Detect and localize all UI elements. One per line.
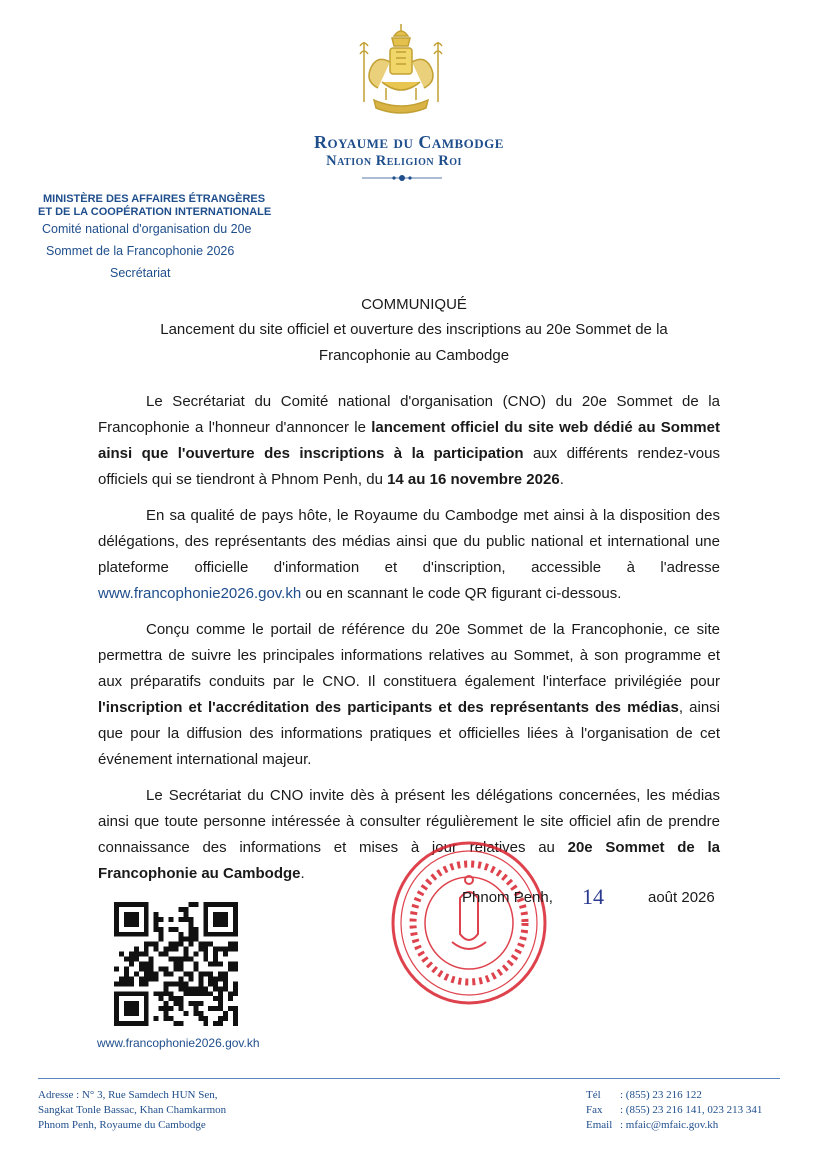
committee-name-line2: Sommet de la Francophonie 2026	[46, 244, 235, 258]
para2-end: ou en scannant le code QR figurant ci-dessous.	[301, 585, 622, 602]
email-label: Email	[586, 1119, 613, 1131]
para1-bold: lancement officiel du site web dédié au Sommet ainsi que l'ouverture des inscriptions à la participation	[98, 419, 720, 462]
subject-line2: Francophonie au Cambodge	[318, 347, 510, 364]
email-value[interactable]: : mfaic@mfaic.gov.kh	[620, 1119, 719, 1131]
para4-end: .	[300, 865, 305, 882]
para1-dates: 14 au 16 novembre 2026	[387, 471, 560, 488]
document-title: COMMUNIQUÉ	[361, 296, 467, 313]
footer-divider	[38, 1078, 780, 1079]
ornament-divider-icon	[362, 173, 442, 183]
contact-tel	[586, 1088, 762, 1103]
qr-url-caption: www.francophonie2026.gov.kh	[97, 1036, 260, 1050]
ministry-name-line2: ET DE LA COOPÉRATION INTERNATIONALE	[38, 206, 272, 218]
contact-fax	[586, 1103, 762, 1118]
official-seal-icon	[388, 838, 550, 1008]
kingdom-motto: Nation Religion Roi	[326, 153, 462, 169]
para3-text: Conçu comme le portail de référence du 20e Sommet de la Francophonie, ce site permettra de suivre les principales informations relatives au Sommet, à son programme et aux préparatifs conduits par le CNO. Il constituera également l'interface privilégiée pour	[98, 621, 720, 690]
address-line1: Adresse : N° 3, Rue Samdech HUN Sen,	[38, 1089, 218, 1101]
tel-label: Tél	[586, 1089, 601, 1101]
address-line2: Sangkat Tonle Bassac, Khan Chamkarmon	[38, 1104, 227, 1116]
footer-address	[38, 1088, 226, 1133]
place-label: Phnom Penh,	[462, 889, 553, 906]
para3-end: , ainsi que pour la diffusion des informations pratiques et officielles liées à l'organisation de cet événement international majeur.	[98, 699, 720, 768]
date-month-year: août 2026	[648, 889, 715, 906]
kingdom-title: Royaume du Cambodge	[314, 132, 504, 152]
para3-bold: l'inscription et l'accréditation des participants et des représentants des médias	[98, 699, 679, 716]
qr-modules	[114, 902, 238, 1026]
paragraph-1	[98, 389, 720, 493]
committee-secretariat: Secrétariat	[110, 266, 171, 280]
qr-code-icon	[114, 902, 238, 1026]
ministry-name-line1: MINISTÈRE DES AFFAIRES ÉTRANGÈRES	[43, 193, 266, 205]
para4-text: Le Secrétariat du CNO invite dès à présent les délégations concernées, les médias ainsi que toute personne intéressée à consulter régulièrement le site officiel afin de prendre connaissance des informations et mises à jour relatives au	[98, 787, 720, 856]
royal-arms-icon	[356, 22, 446, 122]
para1-text2: aux différents rendez-vous officiels qui se tiendront à Phnom Penh, du	[98, 445, 720, 488]
para4-bold: 20e Sommet de la Francophonie au Cambodge	[98, 839, 720, 882]
address-line3: Phnom Penh, Royaume du Cambodge	[38, 1119, 206, 1131]
committee-name-line1: Comité national d'organisation du 20e	[42, 222, 252, 236]
footer-contacts	[586, 1088, 762, 1133]
paragraph-2	[98, 503, 720, 607]
fax-label: Fax	[586, 1104, 603, 1116]
contact-email	[586, 1118, 762, 1133]
handwritten-day: 14	[582, 884, 604, 909]
subject-line1: Lancement du site officiel et ouverture des inscriptions au 20e Sommet de la	[160, 321, 668, 338]
fax-value: : (855) 23 216 141, 023 213 341	[620, 1104, 763, 1116]
tel-value: : (855) 23 216 122	[620, 1089, 702, 1101]
para2-text: En sa qualité de pays hôte, le Royaume du Cambodge met ainsi à la disposition des délégations, des représentants des médias ainsi que du public national et international une plateforme officielle d'information et d'inscription, accessible à l'adresse	[98, 507, 720, 576]
website-link[interactable]: www.francophonie2026.gov.kh	[98, 585, 302, 602]
para1-end: .	[559, 471, 564, 488]
para1-text: Le Secrétariat du Comité national d'organisation (CNO) du 20e Sommet de la Francophonie a l'honneur d'annoncer le	[98, 393, 720, 436]
paragraph-3	[98, 617, 720, 773]
